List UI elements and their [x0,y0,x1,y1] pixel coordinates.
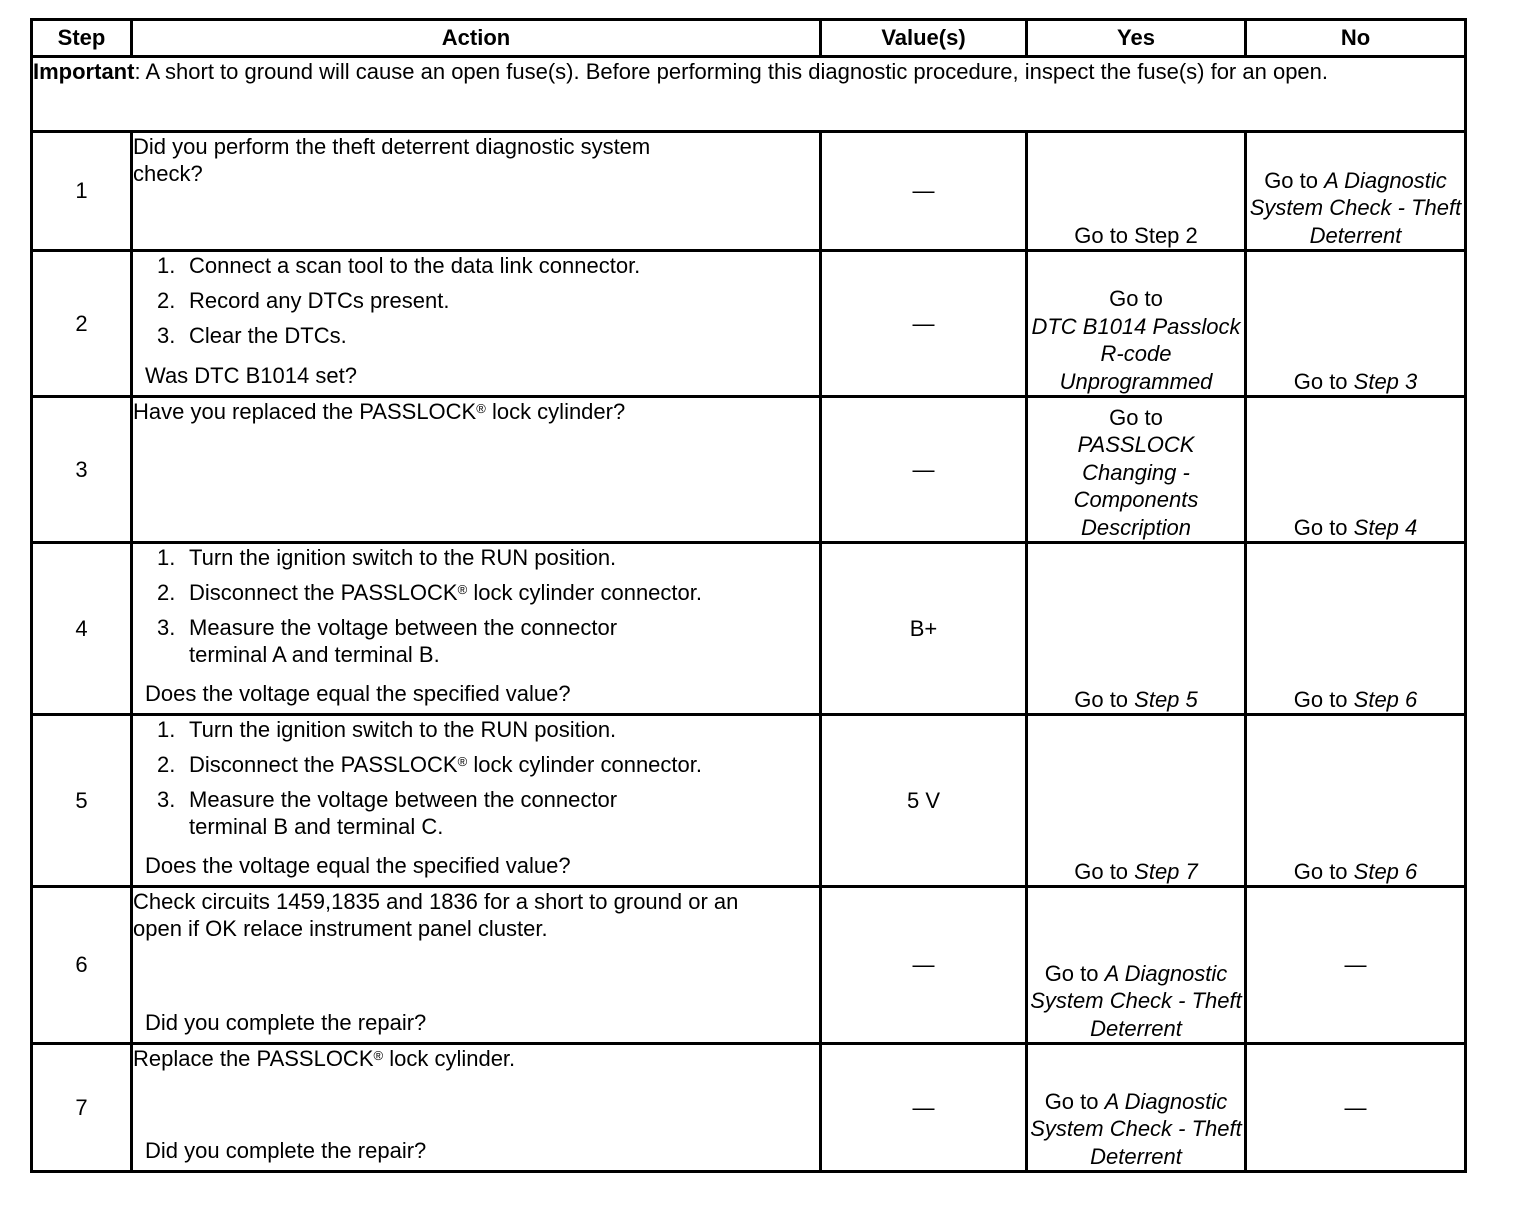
table-row [32,543,1466,715]
step-number: 7 [32,1044,132,1172]
list-item: 3. Measure the voltage between the connector terminal A and terminal B. [157,615,618,667]
action-list [133,544,819,668]
list-item: 2. Disconnect the PASSLOCK® lock cylinder connector. [157,580,702,605]
no-link: Step 6 [1353,686,1418,712]
yes-cell [1027,543,1246,715]
action-cell [132,251,821,397]
no-prefix: Go to [1293,514,1354,540]
header-step: Step [32,20,132,57]
no-cell: — [1246,1044,1466,1172]
table-row [32,715,1466,887]
header-yes: Yes [1027,20,1246,57]
diagnostic-table [30,18,1467,1173]
important-row [32,57,1466,132]
step-number: 2 [32,251,132,397]
value-cell: — [821,1044,1027,1172]
important-text: : A short to ground will cause an open fuse(s). Before performing this diagnostic procedure, inspect the fuse(s) for an open. [134,59,1329,84]
action-cell [132,715,821,887]
no-prefix: Go to [1293,858,1354,884]
action-cell [132,887,821,1044]
yes-cell [1027,1044,1246,1172]
header-row [32,20,1466,57]
no-link: Step 3 [1353,368,1418,394]
action-question: Was DTC B1014 set? [145,363,357,388]
table-row [32,132,1466,251]
no-link: Step 4 [1353,514,1418,540]
action-cell: Replace the PASSLOCK® lock cylinder. Did you complete the repair? [132,1044,821,1172]
action-question: Does the voltage equal the specified value? [145,853,571,878]
list-item: 1. Turn the ignition switch to the RUN position. [157,545,617,570]
value-cell: — [821,251,1027,397]
action-question: Does the voltage equal the specified value? [145,681,571,706]
registered-mark: ® [457,582,468,597]
yes-prefix: Go to [1109,286,1163,311]
value-cell: B+ [821,543,1027,715]
list-item: 1. Connect a scan tool to the data link connector. [157,253,641,278]
yes-link: A Diagnostic System Check - Theft Deterrent [1030,1088,1242,1169]
yes-link: Step 7 [1134,858,1198,884]
yes-cell [1027,251,1246,397]
list-item: 3. Measure the voltage between the connector terminal B and terminal C. [157,787,618,839]
step-number: 4 [32,543,132,715]
value-cell: — [821,887,1027,1044]
table-row [32,397,1466,543]
no-cell: — [1246,887,1466,1044]
no-prefix: Go to [1293,686,1354,712]
list-item: 2. Disconnect the PASSLOCK® lock cylinder connector. [157,752,702,777]
action-list [133,252,819,349]
value-cell: 5 V [821,715,1027,887]
no-prefix: Go to [1264,167,1325,193]
yes-cell [1027,887,1246,1044]
value-cell: — [821,132,1027,251]
list-item: 1. Turn the ignition switch to the RUN position. [157,717,617,742]
table-row [32,251,1466,397]
step-number: 3 [32,397,132,543]
step-number: 5 [32,715,132,887]
header-no: No [1246,20,1466,57]
no-link: Step 6 [1353,858,1418,884]
no-cell [1246,543,1466,715]
no-cell [1246,132,1466,251]
yes-prefix: Go to [1074,858,1135,884]
yes-link: PASSLOCK Changing - Components Description [1073,432,1199,540]
yes-prefix: Go to [1044,960,1105,986]
registered-mark: ® [457,754,468,769]
header-action: Action [132,20,821,57]
action-cell: Have you replaced the PASSLOCK® lock cylinder? [132,397,821,543]
step-number: 6 [32,887,132,1044]
action-text: Check circuits 1459,1835 and 1836 for a short to ground or an open if OK relace instrument panel cluster. [133,889,739,941]
action-question: Did you complete the repair? [145,1010,427,1035]
header-values: Value(s) [821,20,1027,57]
no-link: A Diagnostic System Check - Theft Deterrent [1249,167,1462,248]
table-row [32,887,1466,1044]
action-cell [132,132,821,251]
yes-prefix: Go to [1109,404,1163,430]
yes-link: A Diagnostic System Check - Theft Deterrent [1030,960,1242,1041]
action-cell [132,543,821,715]
no-cell [1246,715,1466,887]
important-note [32,57,1466,132]
yes-cell [1027,397,1246,543]
no-cell [1246,397,1466,543]
step-number: 1 [32,132,132,251]
no-cell [1246,251,1466,397]
yes-cell [1027,715,1246,887]
action-list [133,716,819,840]
yes-cell: Go to Step 2 [1027,132,1246,251]
list-item: 2. Record any DTCs present. [157,288,450,313]
list-item: 3. Clear the DTCs. [157,323,347,348]
registered-mark: ® [476,401,486,416]
yes-link: DTC B1014 Passlock R-code Unprogrammed [1031,313,1241,394]
value-cell: — [821,397,1027,543]
registered-mark: ® [373,1048,384,1063]
no-prefix: Go to [1293,368,1354,394]
action-text: Did you perform the theft deterrent diagnostic system check? [133,134,651,186]
yes-prefix: Go to [1044,1088,1105,1114]
table-row [32,1044,1466,1172]
yes-link: Step 5 [1134,686,1198,712]
important-label: Important [33,59,135,84]
yes-prefix: Go to [1074,686,1135,712]
action-question: Did you complete the repair? [145,1138,427,1163]
